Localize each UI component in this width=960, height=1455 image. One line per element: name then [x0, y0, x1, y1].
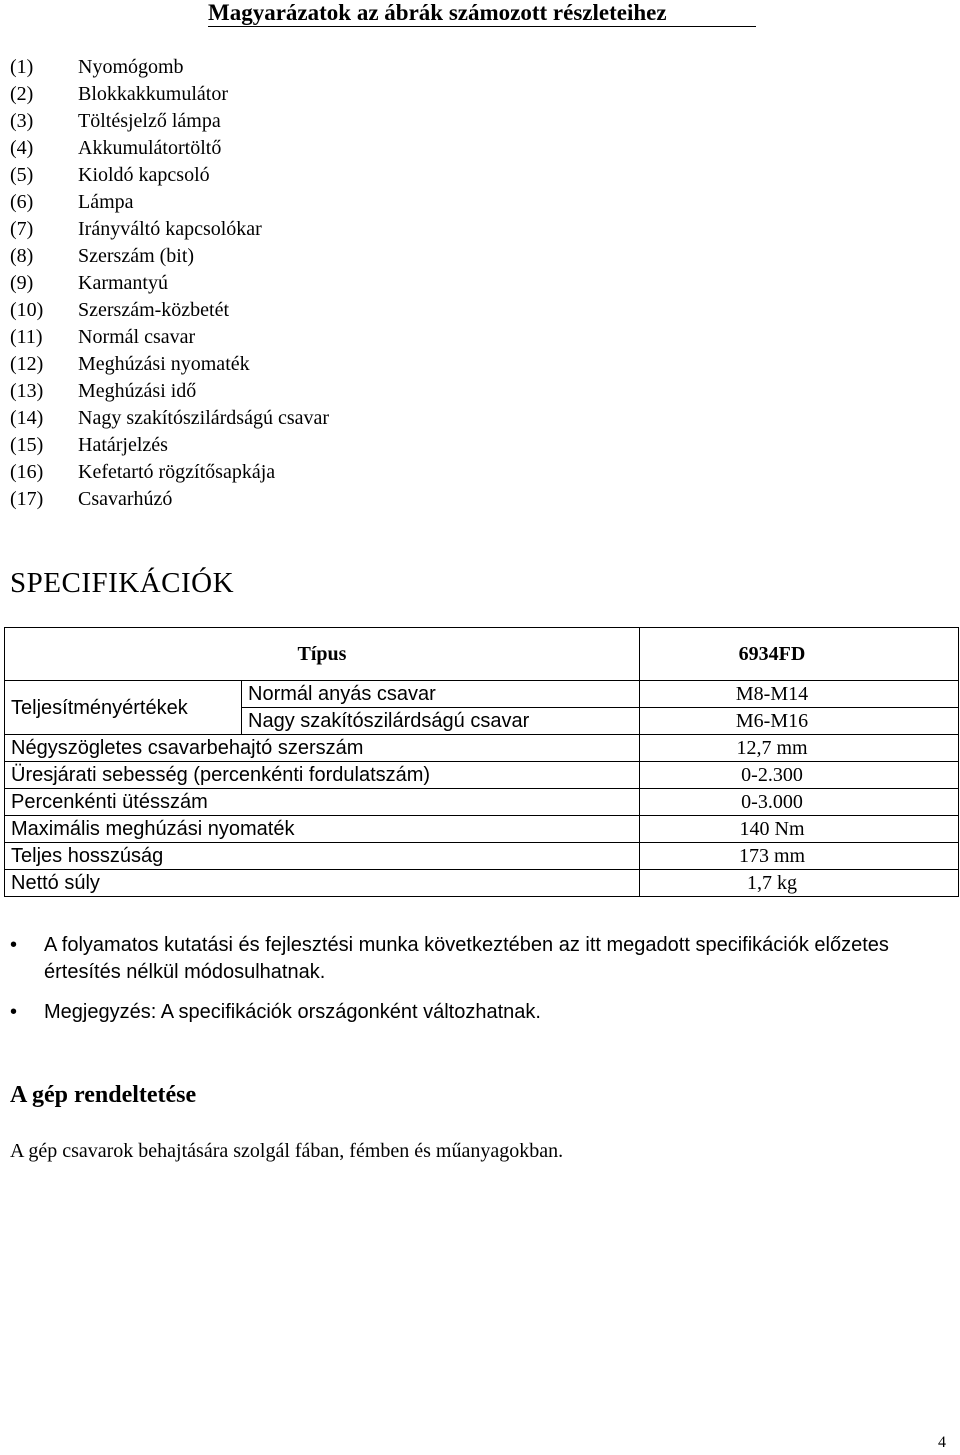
hts-label: Nagy szakítószilárdságú csavar	[242, 708, 640, 735]
legend-number: (1)	[10, 56, 34, 78]
spec-value: 0-2.300	[640, 762, 959, 789]
table-row	[5, 870, 959, 897]
note-text: A folyamatos kutatási és fejlesztési munka következtében az itt megadott specifikációk előzetes értesítés nélkül módosulhatnak.	[44, 934, 889, 983]
table-row	[5, 789, 959, 816]
table-row	[5, 816, 959, 843]
purpose-heading: A gép rendeltetése	[10, 1082, 197, 1108]
legend-number: (15)	[10, 434, 44, 456]
spec-value: 173 mm	[640, 843, 959, 870]
page-number: 4	[938, 1434, 946, 1451]
legend-text: Kefetartó rögzítősapkája	[78, 461, 276, 483]
legend-number: (5)	[10, 164, 34, 186]
legend-number: (12)	[10, 353, 44, 375]
legend-number: (4)	[10, 137, 34, 159]
legend-text: Normál csavar	[78, 326, 196, 348]
spec-label: Percenkénti ütésszám	[5, 789, 640, 816]
type-label: Típus	[5, 628, 640, 681]
spec-label: Maximális meghúzási nyomaték	[5, 816, 640, 843]
table-header-row	[5, 628, 959, 681]
legend-number: (7)	[10, 218, 34, 240]
legend-number: (13)	[10, 380, 44, 402]
legend-text: Akkumulátortöltő	[78, 137, 222, 159]
note-text: Megjegyzés: A specifikációk országonként változhatnak.	[44, 1001, 541, 1023]
legend-number: (3)	[10, 110, 34, 132]
table-row	[5, 843, 959, 870]
legend-number: (14)	[10, 407, 44, 429]
legend-text: Karmantyú	[78, 272, 168, 294]
legend-text: Szerszám-közbetét	[78, 299, 230, 321]
legend-text: Blokkakkumulátor	[78, 83, 228, 105]
list-item	[10, 999, 955, 1026]
legend-text: Csavarhúzó	[78, 488, 173, 510]
hts-value: M6-M16	[640, 708, 959, 735]
spec-label: Nettó súly	[5, 870, 640, 897]
legend-text: Irányváltó kapcsolókar	[78, 218, 262, 240]
legend-text: Lámpa	[78, 191, 134, 213]
spec-label: Üresjárati sebesség (percenkénti fordulatszám)	[5, 762, 640, 789]
legend-number: (17)	[10, 488, 44, 510]
bullet-icon: •	[10, 934, 18, 956]
legend-text: Töltésjelző lámpa	[78, 110, 221, 132]
bullet-icon: •	[10, 1001, 18, 1023]
model-number: 6934FD	[640, 628, 959, 681]
legend-text: Meghúzási idő	[78, 380, 197, 402]
legend-text: Nyomógomb	[78, 56, 184, 78]
purpose-text: A gép csavarok behajtására szolgál fában, fémben és műanyagokban.	[10, 1140, 564, 1162]
legend-number: (9)	[10, 272, 34, 294]
legend-text: Határjelzés	[78, 434, 168, 456]
page-title: Magyarázatok az ábrák számozott részleteihez	[208, 0, 756, 27]
table-row	[5, 681, 959, 708]
specifications-table	[4, 627, 959, 897]
legend-number: (8)	[10, 245, 34, 267]
spec-value: 140 Nm	[640, 816, 959, 843]
legend-text: Meghúzási nyomaték	[78, 353, 250, 375]
spec-label: Teljes hosszúság	[5, 843, 640, 870]
normal-screw-label: Normál anyás csavar	[242, 681, 640, 708]
spec-value: 12,7 mm	[640, 735, 959, 762]
table-row	[5, 735, 959, 762]
legend-text: Kioldó kapcsoló	[78, 164, 210, 186]
normal-screw-value: M8-M14	[640, 681, 959, 708]
legend-text: Szerszám (bit)	[78, 245, 195, 267]
legend-number: (11)	[10, 326, 43, 348]
legend-number: (16)	[10, 461, 44, 483]
legend-number: (10)	[10, 299, 44, 321]
spec-label: Négyszögletes csavarbehajtó szerszám	[5, 735, 640, 762]
table-row	[5, 762, 959, 789]
specifications-heading: SPECIFIKÁCIÓK	[10, 567, 235, 599]
list-item	[10, 932, 955, 986]
legend-number: (6)	[10, 191, 34, 213]
legend-number: (2)	[10, 83, 34, 105]
legend-text: Nagy szakítószilárdságú csavar	[78, 407, 330, 429]
performance-label: Teljesítményértékek	[5, 681, 242, 735]
spec-value: 1,7 kg	[640, 870, 959, 897]
spec-value: 0-3.000	[640, 789, 959, 816]
notes-list	[10, 932, 955, 1039]
